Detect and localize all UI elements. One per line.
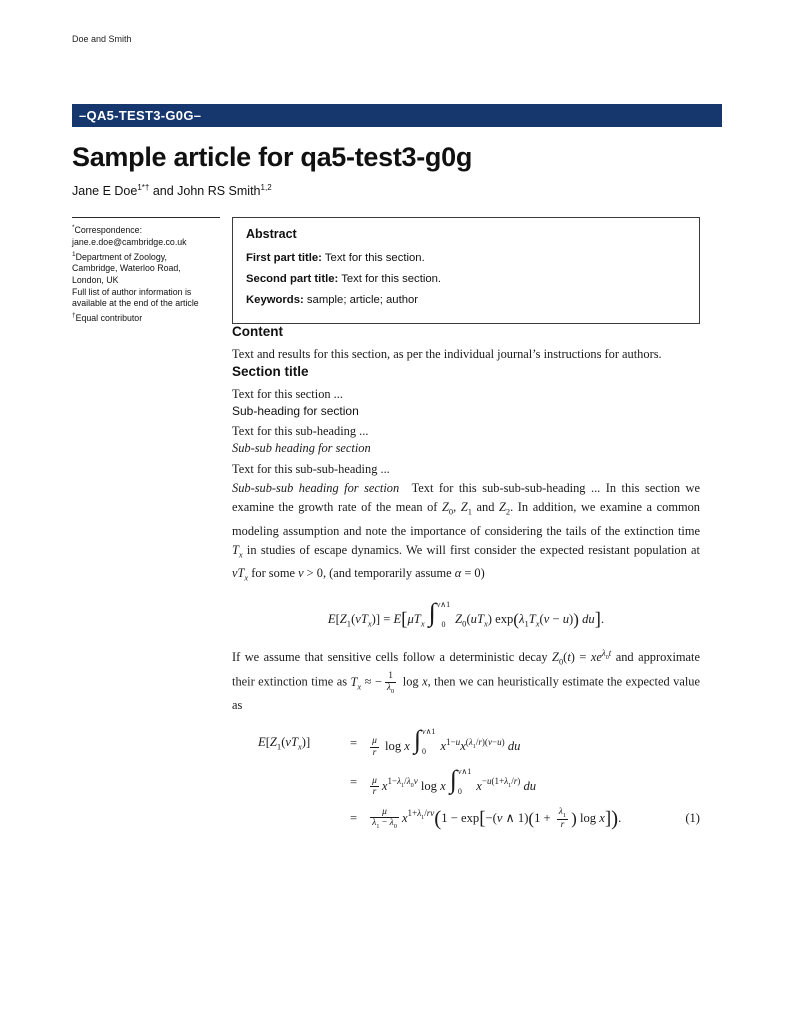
abstract-box — [232, 217, 700, 324]
abstract-item-keywords — [246, 290, 686, 311]
abstract-heading: Abstract — [246, 227, 297, 242]
affiliation-line-3: London, UK — [72, 274, 119, 285]
display-equation-main: $E[Z_1(vT_x)] = E[\mu T_x$ ∫ v∧1 0 $Z_0(uT_x) \exp(\lambda_1T_x(v - u))$ du]. — [327, 597, 605, 630]
equation-rhs: $\frac{\mu}{r}$ $x^{1-\lambda_1/\lambda_0v}$ log x ∫ v∧1 0 $x^{-u(1+\lambda_1/r)}$ du — [372, 764, 537, 798]
abstract-item-text: Text for this section. — [341, 273, 442, 286]
abstract-item-second-part — [246, 269, 686, 290]
equals-sign: = — [350, 736, 358, 751]
article-type-banner — [72, 104, 722, 127]
equation-row — [258, 725, 700, 758]
authors-line: Jane E Doe$^{1*\dagger}$ and John RS Smith$^{1,2}$ — [72, 183, 272, 199]
main-column — [232, 217, 700, 839]
sub-heading: Sub-heading for section — [232, 404, 359, 419]
correspondence-email: jane.e.doe@cambridge.co.uk — [72, 236, 187, 247]
sub-sub-heading: Sub-sub heading for section — [232, 441, 371, 456]
section-heading-content: Content — [232, 324, 283, 340]
equation-number: (1) — [685, 811, 700, 826]
article-title: Sample article for qa5-test3-g0g — [72, 142, 473, 172]
abstract-item-label: Keywords: — [246, 294, 304, 307]
affiliation-line-2: Cambridge, Waterloo Road, — [72, 263, 181, 274]
author-notes — [72, 217, 220, 839]
banner-label: –QA5-TEST3-G0G– — [79, 108, 202, 123]
sub-sub-paragraph: Text for this sub-sub-heading ... — [232, 462, 390, 477]
section-heading-section-title: Section title — [232, 364, 309, 380]
abstract-item-text: Text for this section. — [324, 252, 425, 265]
affiliation-line-1: $^1$Department of Zoology, — [72, 250, 167, 262]
abstract-item-label: First part title: — [246, 252, 322, 265]
correspondence-label: *Correspondence: — [72, 224, 143, 236]
equal-contributor-note: †Equal contributor — [72, 311, 143, 323]
content-paragraph: Text and results for this section, as per the individual journal’s instructions for authors. — [232, 347, 662, 362]
equation-lhs: $E[Z_1(vT_x)]$ — [258, 734, 311, 752]
sub-sub-sub-paragraph: Sub-sub-sub heading for section Text for this sub-sub-sub-heading ... In this section we examine the growth rate of the mean of $Z_0$, $Z_1$ and $Z_2$. In addition, we examine a common modeling assumption and note the importance of considering the tails of the extinction time $T_x$ in studies of escape dynamics. We will first consider the expected resistant population at $vT_x$ for some v > 0, (and temporarily assume α = 0) — [232, 481, 700, 583]
two-column-area — [72, 217, 722, 839]
equation-rhs: $\frac{\mu}{\lambda_1 - \lambda_0}$ $x^{1+\lambda_1/rv}(1 - \exp[-(v$ ∧ 1)(1 + $\frac{\lambda_1}{r}$ ) log x]). — [372, 805, 622, 831]
author-info-note-2: available at the end of the article — [72, 298, 199, 309]
equals-sign: = — [350, 775, 358, 790]
equation-rhs: $\frac{\mu}{r}$ log x ∫ v∧1 0 $x^{1-u}x^{(\lambda_1/r)(v-u)}$ du — [372, 725, 521, 758]
author-info-note-1: Full list of author information is — [72, 286, 192, 297]
running-head: Doe and Smith — [72, 34, 132, 44]
abstract-item-first-part — [246, 248, 686, 269]
equals-sign: = — [350, 811, 358, 826]
sub-paragraph: Text for this sub-heading ... — [232, 424, 369, 439]
section-paragraph: Text for this section ... — [232, 387, 343, 402]
abstract-item-label: Second part title: — [246, 273, 339, 286]
aligned-equation-block — [232, 725, 700, 831]
assumption-paragraph: If we assume that sensitive cells follow a deterministic decay $Z_0(t) = xe^{\lambda_0t}$ and approximate their extinction time as $T_x$ ≈ − $\frac{1}{\lambda_0}$ log x, then we can heuristically estimate the expected value as — [232, 647, 700, 713]
equation-row — [258, 807, 700, 831]
abstract-item-text: sample; article; author — [306, 294, 419, 307]
equation-row — [258, 764, 700, 798]
